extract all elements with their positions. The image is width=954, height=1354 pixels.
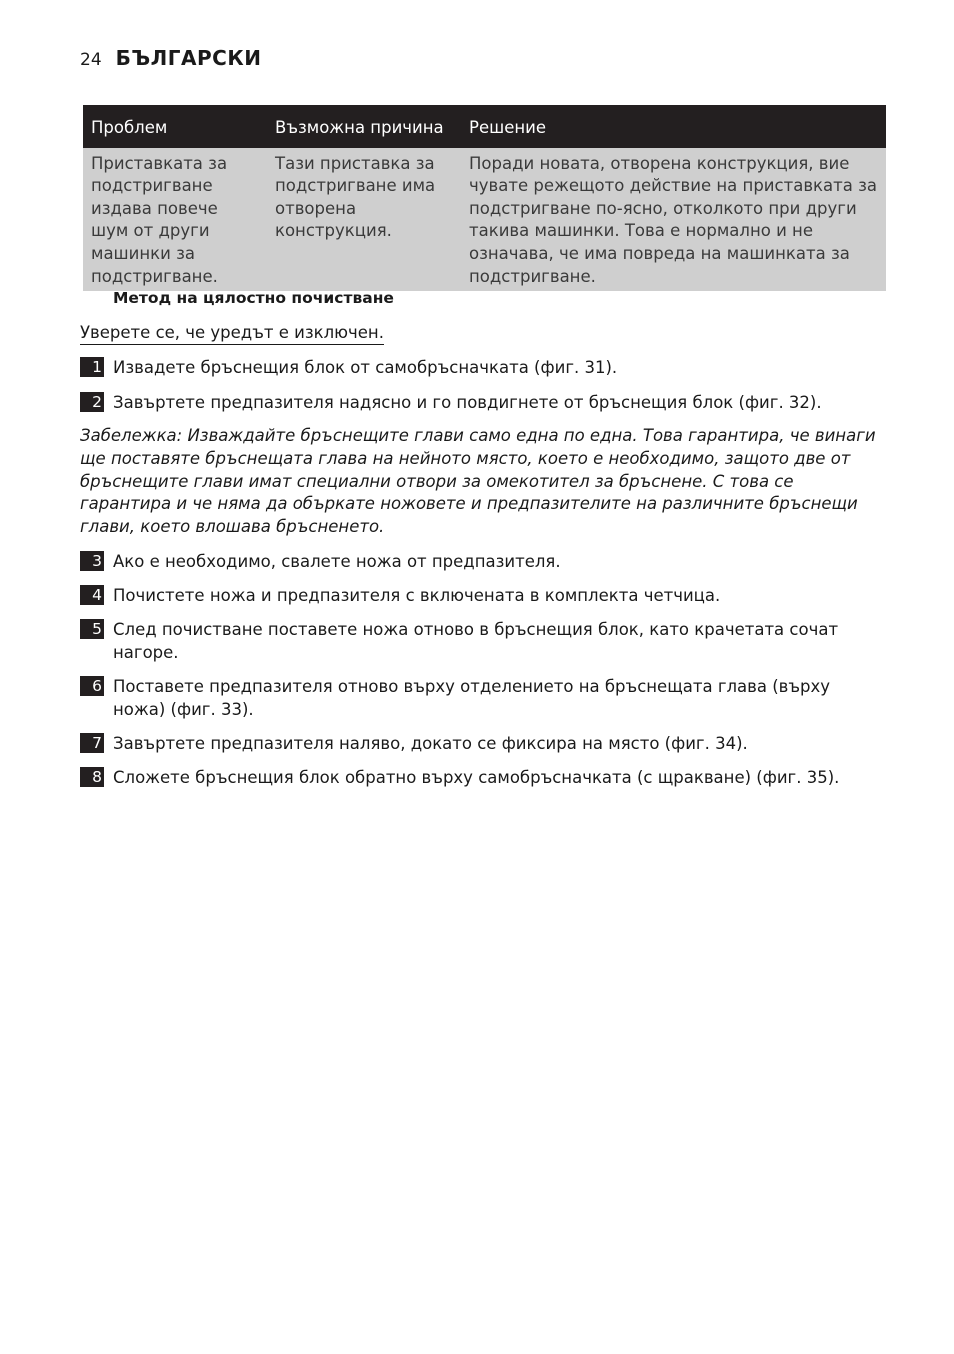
page-number: 24 <box>80 50 102 70</box>
step-2 <box>80 391 850 414</box>
step-5 <box>80 618 850 664</box>
step-7 <box>80 732 850 755</box>
step-number: 6 <box>80 676 104 696</box>
step-4 <box>80 584 850 607</box>
note-text: Забележка: Изваждайте бръснещите глави само една по една. Това гарантира, че винаги ще поставяте бръснещата глава на нейното място, което е необходимо, защото две от бръснещите глави имат специални отвори за омекотител за бръснене. С това се гарантира и че няма да объркате ножовете и предпазителите на различните бръснещи глави, което влошава бръсненето. <box>80 426 876 537</box>
table-header-row <box>83 105 886 148</box>
cell-solution: Поради новата, отворена конструкция, вие чувате режещото действие на приставката за подстригване по-ясно, отколкото при други такива машинки. Това е нормално и не означава, че има повреда на машинката за подстригване. <box>461 148 886 292</box>
step-text: Поставете предпазителя отново върху отделението на бръснещата глава (върху ножа) (фиг. 33). <box>113 677 831 719</box>
header-cause: Възможна причина <box>267 105 461 148</box>
step-text: Завъртете предпазителя надясно и го повдигнете от бръснещия блок (фиг. 32). <box>113 393 822 412</box>
header-solution: Решение <box>461 105 886 148</box>
step-number: 4 <box>80 585 104 605</box>
cell-problem: Приставката за подстригване издава повече шум от други машинки за подстригване. <box>83 148 267 292</box>
step-text: Извадете бръснещия блок от самобръсначката (фиг. 31). <box>113 358 618 377</box>
step-number: 7 <box>80 733 104 753</box>
cell-cause: Тази приставка за подстригване има отворена конструкция. <box>267 148 461 292</box>
table-row <box>83 148 886 292</box>
section-title: Метод на цялостно почистване <box>113 289 394 307</box>
step-1 <box>80 356 850 379</box>
page-header <box>80 46 261 70</box>
page-language-title: БЪЛГАРСКИ <box>115 46 262 70</box>
precaution-text: Уверете се, че уредът е изключен. <box>80 323 384 345</box>
step-number: 3 <box>80 551 104 571</box>
step-number: 1 <box>80 357 104 377</box>
step-text: Ако е необходимо, свалете ножа от предпазителя. <box>113 552 561 571</box>
header-problem: Проблем <box>83 105 267 148</box>
step-number: 8 <box>80 767 104 787</box>
step-text: След почистване поставете ножа отново в бръснещия блок, като крачетата сочат нагоре. <box>113 620 839 662</box>
step-3 <box>80 550 850 573</box>
step-6 <box>80 675 850 721</box>
step-number: 5 <box>80 619 104 639</box>
step-8 <box>80 766 850 789</box>
step-number: 2 <box>80 392 104 412</box>
step-text: Сложете бръснещия блок обратно върху самобръсначката (с щракване) (фиг. 35). <box>113 768 840 787</box>
step-text: Завъртете предпазителя наляво, докато се фиксира на място (фиг. 34). <box>113 734 748 753</box>
troubleshooting-table <box>83 105 886 291</box>
step-text: Почистете ножа и предпазителя с включената в комплекта четчица. <box>113 586 721 605</box>
